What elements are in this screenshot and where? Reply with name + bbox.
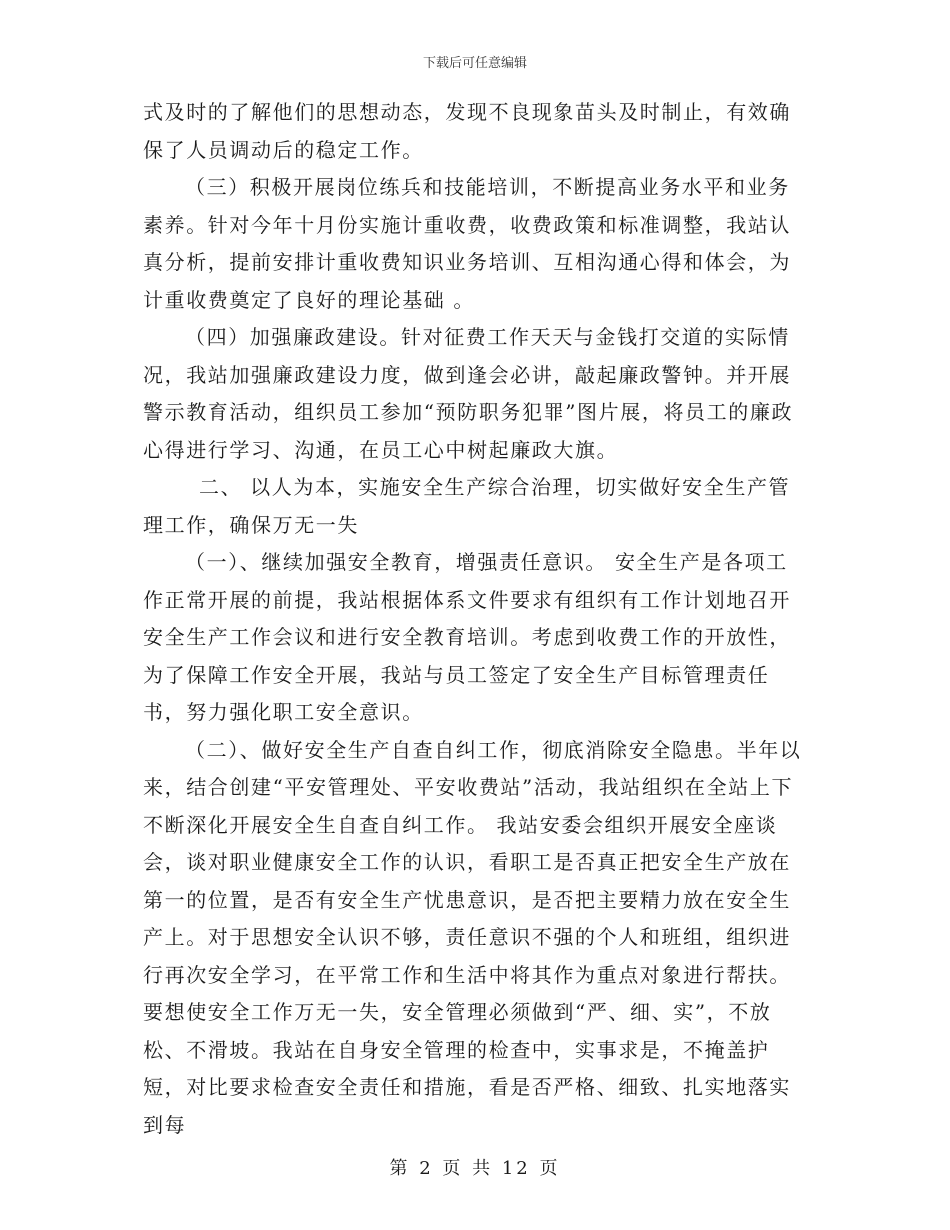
- page-header: 下载后可任意编辑: [422, 56, 527, 71]
- paragraph-subsection-1: （一）、继续加强安全教育，增强责任意识。 安全生产是各项工作正常开展的前提，我站根据体系文件要求有组织有工作计划地召开安全生产工作会议和进行安全教育培训。考虑到收费工作的开放性，为了保障工作安全开展，我站与员工签定了安全生产目标管理责任书，努力强化职工安全意识。: [143, 550, 791, 724]
- section-heading-2: 二、 以人为本，实施安全生产综合治理，切实做好安全生产管理工作，确保万无一失: [143, 475, 791, 537]
- paragraph-continuation: 式及时的了解他们的思想动态，发现不良现象苗头及时制止，有效确保了人员调动后的稳定工作。: [143, 100, 791, 162]
- paragraph-subsection-2: （二）、做好安全生产自查自纠工作，彻底消除安全隐患。半年以来，结合创建“平安管理处、平安收费站”活动，我站组织在全站上下不断深化开展安全生自查自纠工作。 我站安委会组织开展安全座谈会，谈对职业健康安全工作的认识，看职工是否真正把安全生产放在第一的位置，是否有安全生产忧患意识，是否把主要精力放在安全生产上。对于思想安全认识不够，责任意识不强的个人和班组，组织进行再次安全学习，在平常工作和生活中将其作为重点对象进行帮扶。要想使安全工作万无一失，安全管理必须做到“严、细、实”，不放松、不滑坡。我站在自身安全管理的检查中，实事求是，不掩盖护短，对比要求检查安全责任和措施，看是否严格、细致、扎实地落实到每: [143, 737, 802, 1137]
- page-number-footer: 第 2 页 共 12 页: [389, 1158, 561, 1179]
- paragraph-section-4: （四）加强廉政建设。针对征费工作天天与金钱打交道的实际情况，我站加强廉政建设力度，做到逢会必讲，敲起廉政警钟。并开展警示教育活动，组织员工参加“预防职务犯罪”图片展，将员工的廉政心得进行学习、沟通，在员工心中树起廉政大旗。: [143, 325, 794, 462]
- document-body: [143, 94, 803, 1144]
- paragraph-section-3: （三）积极开展岗位练兵和技能培训，不断提高业务水平和业务素养。针对今年十月份实施计重收费，收费政策和标准调整，我站认真分析，提前安排计重收费知识业务培训、互相沟通心得和体会，为计重收费奠定了良好的理论基础 。: [143, 175, 791, 312]
